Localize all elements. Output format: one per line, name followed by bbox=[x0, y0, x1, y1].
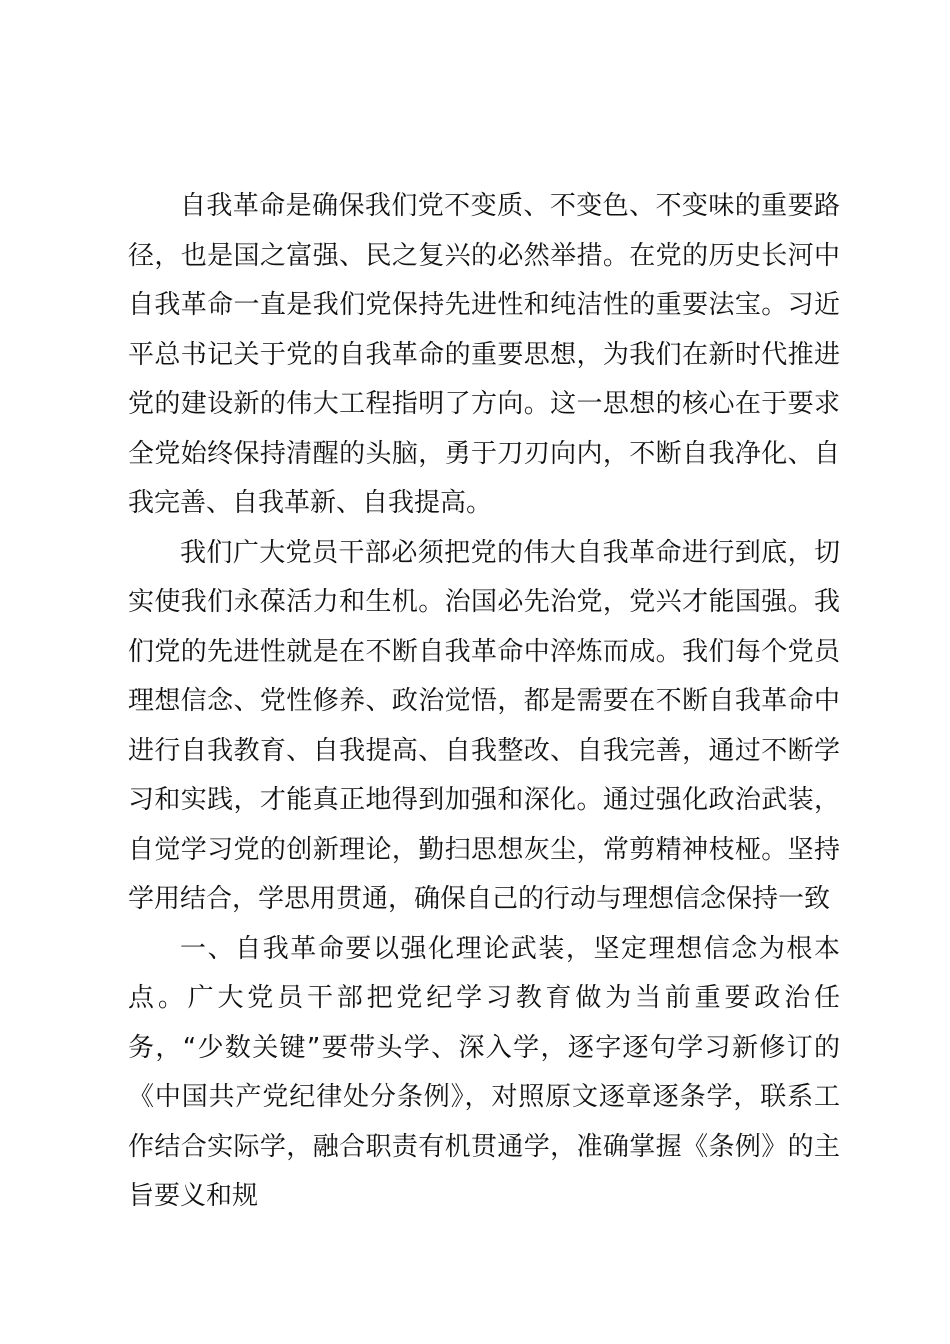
document-body bbox=[128, 182, 840, 1222]
paragraph-party-cadres: 我们广大党员干部必须把党的伟大自我革命进行到底，切实使我们永葆活力和生机。治国必先治党，党兴才能国强。我们党的先进性就是在不断自我革命中淬炼而成。我们每个党员理想信念、党性修养、政治觉悟，都是需要在不断自我革命中进行自我教育、自我提高、自我整改、自我完善，通过不断学习和实践，才能真正地得到加强和深化。通过强化政治武装，自觉学习党的创新理论，勤扫思想灰尘，常剪精神枝桠。坚持学用结合，学思用贯通，确保自己的行动与理想信念保持一致 bbox=[128, 537, 840, 914]
paragraph-intro: 自我革命是确保我们党不变质、不变色、不变味的重要路径，也是国之富强、民之复兴的必然举措。在党的历史长河中自我革命一直是我们党保持先进性和纯洁性的重要法宝。习近平总书记关于党的自我革命的重要思想，为我们在新时代推进党的建设新的伟大工程指明了方向。这一思想的核心在于要求全党始终保持清醒的头脑，勇于刀刃向内，不断自我净化、自我完善、自我革新、自我提高。 bbox=[128, 191, 840, 518]
section-one-heading: 一、自我革命要以强化理论武装，坚定理想信念为根本点。 bbox=[128, 933, 840, 1013]
section-one-body: 广大党员干部把党纪学习教育做为当前重要政治任务，“少数关键”要带头学、深入学，逐字逐句学习新修订的《中国共产党纪律处分条例》，对照原文逐章逐条学，联系工作结合实际学，融合职责有机贯通学，准确掌握《条例》的主旨要义和规 bbox=[128, 983, 840, 1211]
section-one-paragraph bbox=[128, 925, 840, 1222]
